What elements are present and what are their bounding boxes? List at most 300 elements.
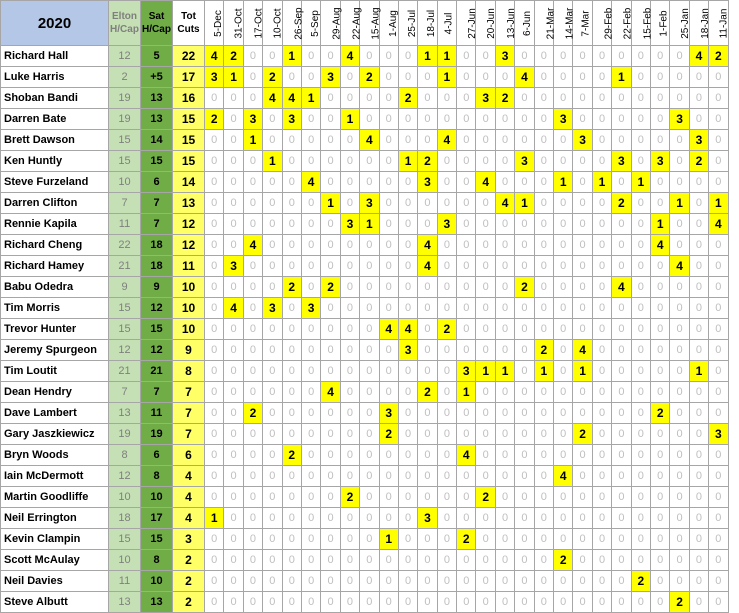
cut-cell[interactable]: 0 (243, 487, 262, 508)
cut-cell[interactable]: 0 (650, 109, 669, 130)
cut-cell[interactable]: 0 (205, 298, 224, 319)
cut-cell[interactable]: 3 (379, 403, 398, 424)
date-header-18-jul[interactable] (418, 1, 437, 46)
cut-cell[interactable]: 0 (243, 529, 262, 550)
cut-cell[interactable]: 0 (418, 466, 437, 487)
cut-cell[interactable]: 0 (398, 256, 417, 277)
cut-cell[interactable]: 0 (631, 424, 650, 445)
sat-hcap-cell[interactable]: 19 (141, 424, 173, 445)
tot-cuts-cell[interactable]: 14 (173, 172, 205, 193)
cut-cell[interactable]: 0 (224, 277, 243, 298)
cut-cell[interactable]: 0 (515, 382, 534, 403)
cut-cell[interactable]: 2 (650, 403, 669, 424)
player-name-cell[interactable]: Neil Davies (1, 571, 109, 592)
cut-cell[interactable]: 0 (457, 508, 476, 529)
cut-cell[interactable]: 0 (612, 88, 631, 109)
cut-cell[interactable]: 2 (360, 67, 379, 88)
cut-cell[interactable]: 1 (631, 172, 650, 193)
cut-cell[interactable]: 0 (340, 277, 359, 298)
cut-cell[interactable]: 1 (495, 361, 514, 382)
cut-cell[interactable]: 0 (205, 235, 224, 256)
cut-cell[interactable]: 0 (689, 109, 708, 130)
date-header-21-mar[interactable] (534, 1, 556, 46)
cut-cell[interactable]: 0 (418, 109, 437, 130)
cut-cell[interactable]: 4 (379, 319, 398, 340)
cut-cell[interactable]: 0 (418, 424, 437, 445)
cut-cell[interactable]: 0 (709, 88, 728, 109)
cut-cell[interactable]: 0 (631, 382, 650, 403)
cut-cell[interactable]: 0 (418, 340, 437, 361)
cut-cell[interactable]: 0 (340, 571, 359, 592)
cut-cell[interactable]: 0 (321, 424, 340, 445)
cut-cell[interactable]: 0 (398, 403, 417, 424)
cut-cell[interactable]: 0 (379, 277, 398, 298)
elton-hcap-cell[interactable]: 12 (109, 466, 141, 487)
cut-cell[interactable]: 0 (573, 529, 592, 550)
elton-hcap-cell[interactable]: 19 (109, 88, 141, 109)
cut-cell[interactable]: 2 (282, 277, 301, 298)
cut-cell[interactable]: 0 (418, 214, 437, 235)
cut-cell[interactable]: 0 (495, 592, 514, 613)
cut-cell[interactable]: 0 (360, 466, 379, 487)
cut-cell[interactable]: 0 (612, 382, 631, 403)
cut-cell[interactable]: 4 (224, 298, 243, 319)
cut-cell[interactable]: 0 (224, 109, 243, 130)
cut-cell[interactable]: 0 (321, 466, 340, 487)
cut-cell[interactable]: 0 (418, 529, 437, 550)
cut-cell[interactable]: 0 (457, 403, 476, 424)
cut-cell[interactable]: 0 (592, 277, 611, 298)
tot-cuts-cell[interactable]: 15 (173, 130, 205, 151)
cut-cell[interactable]: 0 (476, 424, 495, 445)
cut-cell[interactable]: 0 (631, 508, 650, 529)
cut-cell[interactable]: 3 (650, 151, 669, 172)
cut-cell[interactable]: 0 (534, 235, 553, 256)
cut-cell[interactable]: 0 (554, 361, 573, 382)
year-header[interactable]: 2020 (1, 1, 109, 46)
cut-cell[interactable]: 0 (534, 130, 553, 151)
cut-cell[interactable]: 0 (515, 445, 534, 466)
player-name-cell[interactable]: Babu Odedra (1, 277, 109, 298)
cut-cell[interactable]: 0 (689, 214, 708, 235)
cut-cell[interactable]: 0 (321, 214, 340, 235)
cut-cell[interactable]: 0 (670, 214, 689, 235)
sat-hcap-header[interactable] (141, 1, 173, 46)
date-header-7-mar[interactable] (573, 1, 592, 46)
cut-cell[interactable]: 0 (398, 46, 417, 67)
elton-hcap-cell[interactable]: 15 (109, 529, 141, 550)
cut-cell[interactable]: 1 (418, 46, 437, 67)
cut-cell[interactable]: 0 (224, 592, 243, 613)
cut-cell[interactable]: 0 (573, 109, 592, 130)
sat-hcap-cell[interactable]: 15 (141, 151, 173, 172)
cut-cell[interactable]: 4 (301, 172, 320, 193)
tot-cuts-cell[interactable]: 9 (173, 340, 205, 361)
cut-cell[interactable]: 0 (360, 382, 379, 403)
sat-hcap-cell[interactable]: 21 (141, 361, 173, 382)
sat-hcap-cell[interactable]: 6 (141, 445, 173, 466)
sat-hcap-cell[interactable]: 13 (141, 109, 173, 130)
cut-cell[interactable]: 3 (418, 172, 437, 193)
cut-cell[interactable]: 0 (263, 256, 282, 277)
player-name-cell[interactable]: Shoban Bandi (1, 88, 109, 109)
cut-cell[interactable]: 0 (495, 214, 514, 235)
cut-cell[interactable]: 0 (418, 550, 437, 571)
cut-cell[interactable]: 0 (340, 298, 359, 319)
cut-cell[interactable]: 0 (495, 298, 514, 319)
cut-cell[interactable]: 0 (573, 277, 592, 298)
cut-cell[interactable]: 3 (495, 46, 514, 67)
date-header-10-oct[interactable] (263, 1, 282, 46)
cut-cell[interactable]: 0 (437, 193, 456, 214)
cut-cell[interactable]: 0 (709, 361, 728, 382)
tot-cuts-cell[interactable]: 12 (173, 214, 205, 235)
cut-cell[interactable]: 0 (592, 508, 611, 529)
cut-cell[interactable]: 3 (282, 109, 301, 130)
cut-cell[interactable]: 4 (554, 466, 573, 487)
cut-cell[interactable]: 0 (534, 151, 553, 172)
cut-cell[interactable]: 1 (592, 172, 611, 193)
cut-cell[interactable]: 0 (243, 298, 262, 319)
cut-cell[interactable]: 0 (205, 466, 224, 487)
cut-cell[interactable]: 0 (495, 340, 514, 361)
cut-cell[interactable]: 0 (534, 298, 553, 319)
cut-cell[interactable]: 0 (340, 508, 359, 529)
cut-cell[interactable]: 0 (670, 382, 689, 403)
cut-cell[interactable]: 0 (418, 130, 437, 151)
cut-cell[interactable]: 0 (631, 235, 650, 256)
cut-cell[interactable]: 0 (398, 298, 417, 319)
cut-cell[interactable]: 0 (457, 256, 476, 277)
cut-cell[interactable]: 0 (398, 508, 417, 529)
cut-cell[interactable]: 0 (243, 214, 262, 235)
elton-hcap-cell[interactable]: 12 (109, 46, 141, 67)
cut-cell[interactable]: 0 (224, 382, 243, 403)
cut-cell[interactable]: 0 (612, 361, 631, 382)
cut-cell[interactable]: 0 (437, 466, 456, 487)
cut-cell[interactable]: 0 (243, 592, 262, 613)
cut-cell[interactable]: 0 (205, 130, 224, 151)
cut-cell[interactable]: 2 (321, 277, 340, 298)
date-header-13-jun[interactable] (495, 1, 517, 46)
date-header-29-feb[interactable] (592, 1, 615, 46)
cut-cell[interactable]: 0 (495, 235, 514, 256)
elton-hcap-cell[interactable]: 7 (109, 382, 141, 403)
cut-cell[interactable]: 0 (495, 487, 514, 508)
cut-cell[interactable]: 0 (573, 298, 592, 319)
cut-cell[interactable]: 4 (321, 382, 340, 403)
cut-cell[interactable]: 0 (592, 403, 611, 424)
cut-cell[interactable]: 0 (263, 550, 282, 571)
cut-cell[interactable]: 0 (515, 529, 534, 550)
cut-cell[interactable]: 0 (631, 151, 650, 172)
cut-cell[interactable]: 0 (340, 550, 359, 571)
cut-cell[interactable]: 0 (573, 67, 592, 88)
date-header-27-jun[interactable] (457, 1, 476, 46)
cut-cell[interactable]: 0 (612, 445, 631, 466)
elton-hcap-cell[interactable]: 19 (109, 109, 141, 130)
sat-hcap-cell[interactable]: 12 (141, 298, 173, 319)
cut-cell[interactable]: 0 (282, 361, 301, 382)
cut-cell[interactable]: 0 (205, 529, 224, 550)
cut-cell[interactable]: 0 (650, 571, 669, 592)
date-header-22-feb[interactable] (612, 1, 634, 46)
cut-cell[interactable]: 0 (243, 193, 262, 214)
date-header-14-mar[interactable] (554, 1, 576, 46)
cut-cell[interactable]: 0 (476, 550, 495, 571)
cut-cell[interactable]: 2 (418, 382, 437, 403)
cut-cell[interactable]: 0 (515, 130, 534, 151)
cut-cell[interactable]: 0 (534, 256, 553, 277)
player-name-cell[interactable]: Steve Furzeland (1, 172, 109, 193)
cut-cell[interactable]: 0 (515, 487, 534, 508)
cut-cell[interactable]: 3 (301, 298, 320, 319)
cut-cell[interactable]: 0 (457, 88, 476, 109)
date-header-6-jun[interactable] (515, 1, 534, 46)
cut-cell[interactable]: 0 (379, 361, 398, 382)
cut-cell[interactable]: 0 (263, 130, 282, 151)
tot-cuts-cell[interactable]: 10 (173, 277, 205, 298)
cut-cell[interactable]: 0 (534, 403, 553, 424)
cut-cell[interactable]: 0 (476, 277, 495, 298)
tot-cuts-cell[interactable]: 17 (173, 67, 205, 88)
cut-cell[interactable]: 2 (476, 487, 495, 508)
cut-cell[interactable]: 0 (709, 508, 728, 529)
cut-cell[interactable]: 0 (476, 67, 495, 88)
cut-cell[interactable]: 0 (437, 424, 456, 445)
cut-cell[interactable]: 0 (612, 235, 631, 256)
cut-cell[interactable]: 0 (418, 319, 437, 340)
cut-cell[interactable]: 0 (554, 151, 573, 172)
cut-cell[interactable]: 3 (205, 67, 224, 88)
player-name-cell[interactable]: Dean Hendry (1, 382, 109, 403)
cut-cell[interactable]: 0 (243, 445, 262, 466)
cut-cell[interactable]: 0 (554, 256, 573, 277)
cut-cell[interactable]: 0 (398, 550, 417, 571)
cut-cell[interactable]: 0 (709, 445, 728, 466)
cut-cell[interactable]: 0 (360, 340, 379, 361)
elton-hcap-cell[interactable]: 11 (109, 214, 141, 235)
cut-cell[interactable]: 0 (495, 172, 514, 193)
cut-cell[interactable]: 0 (398, 109, 417, 130)
cut-cell[interactable]: 0 (457, 172, 476, 193)
cut-cell[interactable]: 0 (398, 529, 417, 550)
cut-cell[interactable]: 0 (592, 214, 611, 235)
elton-hcap-cell[interactable]: 19 (109, 424, 141, 445)
elton-hcap-cell[interactable]: 15 (109, 319, 141, 340)
cut-cell[interactable]: 0 (263, 235, 282, 256)
cut-cell[interactable]: 0 (263, 361, 282, 382)
cut-cell[interactable]: 2 (340, 487, 359, 508)
cut-cell[interactable]: 0 (554, 424, 573, 445)
sat-hcap-cell[interactable]: 15 (141, 319, 173, 340)
elton-hcap-cell[interactable]: 7 (109, 193, 141, 214)
cut-cell[interactable]: 0 (689, 424, 708, 445)
cut-cell[interactable]: 0 (263, 109, 282, 130)
cut-cell[interactable]: 0 (670, 235, 689, 256)
cut-cell[interactable]: 0 (650, 424, 669, 445)
cut-cell[interactable]: 0 (243, 508, 262, 529)
cut-cell[interactable]: 0 (612, 109, 631, 130)
cut-cell[interactable]: 0 (321, 403, 340, 424)
cut-cell[interactable]: 0 (224, 172, 243, 193)
cut-cell[interactable]: 0 (243, 466, 262, 487)
tot-cuts-cell[interactable]: 2 (173, 592, 205, 613)
cut-cell[interactable]: 3 (321, 67, 340, 88)
cut-cell[interactable]: 2 (670, 592, 689, 613)
cut-cell[interactable]: 0 (224, 235, 243, 256)
cut-cell[interactable]: 0 (340, 361, 359, 382)
cut-cell[interactable]: 0 (689, 529, 708, 550)
cut-cell[interactable]: 0 (340, 193, 359, 214)
cut-cell[interactable]: 0 (282, 256, 301, 277)
cut-cell[interactable]: 0 (379, 235, 398, 256)
cut-cell[interactable]: 4 (418, 256, 437, 277)
cut-cell[interactable]: 4 (573, 340, 592, 361)
cut-cell[interactable]: 0 (476, 109, 495, 130)
cut-cell[interactable]: 0 (495, 67, 514, 88)
cut-cell[interactable]: 0 (282, 193, 301, 214)
cut-cell[interactable]: 0 (243, 256, 262, 277)
cut-cell[interactable]: 1 (224, 67, 243, 88)
cut-cell[interactable]: 0 (670, 550, 689, 571)
cut-cell[interactable]: 0 (379, 214, 398, 235)
cut-cell[interactable]: 0 (689, 277, 708, 298)
tot-cuts-cell[interactable]: 22 (173, 46, 205, 67)
cut-cell[interactable]: 0 (224, 466, 243, 487)
cut-cell[interactable]: 0 (418, 571, 437, 592)
cut-cell[interactable]: 0 (534, 193, 553, 214)
cut-cell[interactable]: 1 (243, 130, 262, 151)
cut-cell[interactable]: 0 (398, 487, 417, 508)
cut-cell[interactable]: 0 (534, 508, 553, 529)
cut-cell[interactable]: 0 (398, 571, 417, 592)
cut-cell[interactable]: 1 (263, 151, 282, 172)
sat-hcap-cell[interactable]: 8 (141, 550, 173, 571)
cut-cell[interactable]: 0 (709, 529, 728, 550)
cut-cell[interactable]: 1 (515, 193, 534, 214)
cut-cell[interactable]: 2 (689, 151, 708, 172)
cut-cell[interactable]: 0 (476, 382, 495, 403)
cut-cell[interactable]: 0 (709, 256, 728, 277)
cut-cell[interactable]: 0 (301, 403, 320, 424)
cut-cell[interactable]: 0 (495, 529, 514, 550)
cut-cell[interactable]: 0 (650, 550, 669, 571)
cut-cell[interactable]: 0 (360, 529, 379, 550)
cut-cell[interactable]: 0 (243, 382, 262, 403)
cut-cell[interactable]: 0 (224, 550, 243, 571)
cut-cell[interactable]: 0 (360, 550, 379, 571)
sat-hcap-cell[interactable]: 6 (141, 172, 173, 193)
cut-cell[interactable]: 0 (476, 445, 495, 466)
cut-cell[interactable]: 0 (457, 277, 476, 298)
cut-cell[interactable]: 0 (534, 214, 553, 235)
cut-cell[interactable]: 1 (205, 508, 224, 529)
cut-cell[interactable]: 0 (534, 445, 553, 466)
cut-cell[interactable]: 0 (321, 46, 340, 67)
player-name-cell[interactable]: Jeremy Spurgeon (1, 340, 109, 361)
cut-cell[interactable]: 0 (515, 340, 534, 361)
cut-cell[interactable]: 0 (650, 508, 669, 529)
cut-cell[interactable]: 0 (495, 130, 514, 151)
cut-cell[interactable]: 0 (243, 46, 262, 67)
cut-cell[interactable]: 0 (301, 67, 320, 88)
cut-cell[interactable]: 0 (534, 88, 553, 109)
tot-cuts-cell[interactable]: 4 (173, 487, 205, 508)
cut-cell[interactable]: 0 (340, 382, 359, 403)
cut-cell[interactable]: 0 (379, 571, 398, 592)
cut-cell[interactable]: 0 (437, 172, 456, 193)
cut-cell[interactable]: 0 (573, 466, 592, 487)
cut-cell[interactable]: 0 (379, 340, 398, 361)
cut-cell[interactable]: 0 (515, 88, 534, 109)
cut-cell[interactable]: 0 (689, 382, 708, 403)
cut-cell[interactable]: 0 (554, 130, 573, 151)
cut-cell[interactable]: 1 (573, 361, 592, 382)
cut-cell[interactable]: 0 (534, 67, 553, 88)
cut-cell[interactable]: 0 (573, 319, 592, 340)
cut-cell[interactable]: 0 (340, 424, 359, 445)
cut-cell[interactable]: 0 (282, 67, 301, 88)
sat-hcap-cell[interactable]: 13 (141, 88, 173, 109)
cut-cell[interactable]: 0 (205, 403, 224, 424)
cut-cell[interactable]: 0 (282, 319, 301, 340)
cut-cell[interactable]: 0 (437, 529, 456, 550)
cut-cell[interactable]: 0 (301, 445, 320, 466)
cut-cell[interactable]: 0 (650, 172, 669, 193)
cut-cell[interactable]: 0 (282, 214, 301, 235)
cut-cell[interactable]: 0 (418, 277, 437, 298)
cut-cell[interactable]: 0 (612, 214, 631, 235)
sat-hcap-cell[interactable]: 7 (141, 382, 173, 403)
cut-cell[interactable]: 0 (340, 445, 359, 466)
cut-cell[interactable]: 1 (650, 214, 669, 235)
cut-cell[interactable]: 0 (301, 151, 320, 172)
cut-cell[interactable]: 0 (321, 361, 340, 382)
cut-cell[interactable]: 0 (515, 214, 534, 235)
cut-cell[interactable]: 3 (263, 298, 282, 319)
cut-cell[interactable]: 0 (709, 571, 728, 592)
cut-cell[interactable]: 2 (243, 403, 262, 424)
cut-cell[interactable]: 0 (340, 88, 359, 109)
cut-cell[interactable]: 0 (554, 277, 573, 298)
cut-cell[interactable]: 0 (243, 277, 262, 298)
cut-cell[interactable]: 0 (263, 340, 282, 361)
tot-cuts-cell[interactable]: 4 (173, 466, 205, 487)
cut-cell[interactable]: 0 (592, 592, 611, 613)
cut-cell[interactable]: 0 (650, 46, 669, 67)
cut-cell[interactable]: 0 (631, 466, 650, 487)
cut-cell[interactable]: 0 (282, 424, 301, 445)
cut-cell[interactable]: 0 (379, 466, 398, 487)
sat-hcap-cell[interactable]: 12 (141, 340, 173, 361)
cut-cell[interactable]: 0 (476, 193, 495, 214)
cut-cell[interactable]: 4 (515, 67, 534, 88)
cut-cell[interactable]: 2 (515, 277, 534, 298)
cut-cell[interactable]: 0 (243, 172, 262, 193)
cut-cell[interactable]: 0 (437, 235, 456, 256)
cut-cell[interactable]: 0 (495, 424, 514, 445)
cut-cell[interactable]: 1 (437, 67, 456, 88)
player-name-cell[interactable]: Ken Huntly (1, 151, 109, 172)
cut-cell[interactable]: 0 (592, 550, 611, 571)
cut-cell[interactable]: 0 (670, 151, 689, 172)
cut-cell[interactable]: 0 (476, 214, 495, 235)
cut-cell[interactable]: 0 (282, 235, 301, 256)
cut-cell[interactable]: 0 (301, 319, 320, 340)
cut-cell[interactable]: 0 (457, 109, 476, 130)
date-header-1-aug[interactable] (379, 1, 398, 46)
